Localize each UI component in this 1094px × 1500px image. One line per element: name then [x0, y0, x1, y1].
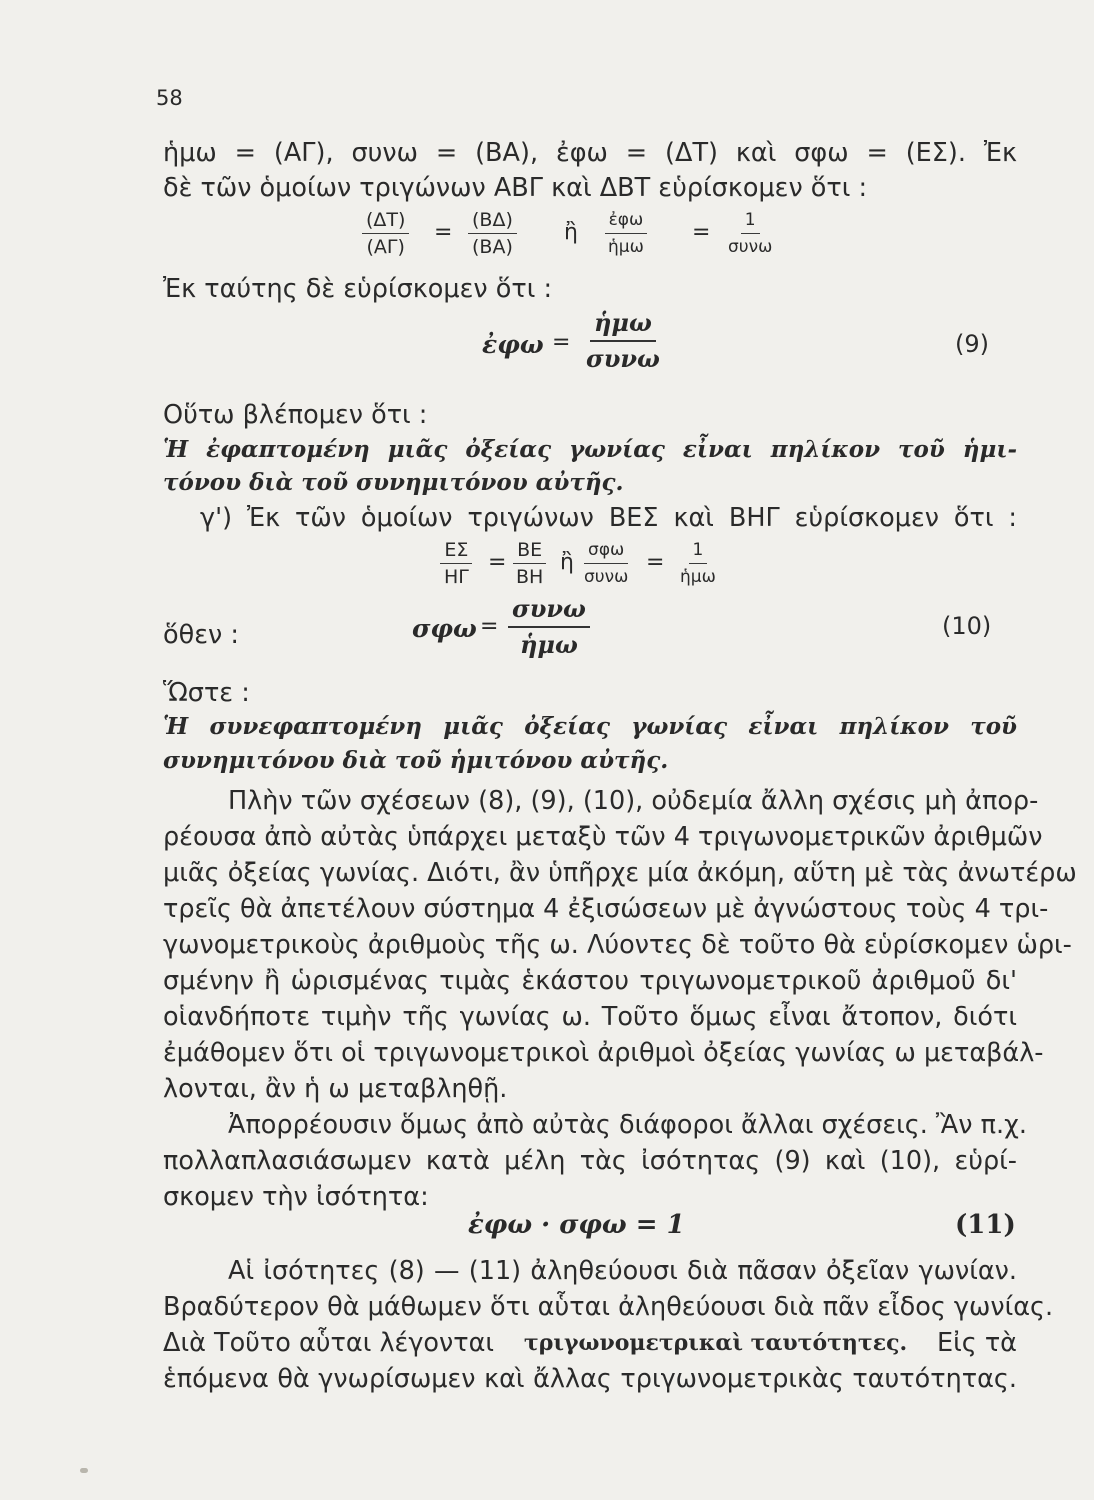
fraction [468, 209, 517, 258]
numerator: συνω [508, 594, 590, 628]
text-line: σκομεν τὴν ἰσότητα: [163, 1182, 429, 1212]
scan-speck [80, 1468, 88, 1473]
text-phrase: Τοῦτο αὗται λέγονται [214, 1328, 495, 1358]
text-line: λονται, ἂν ἡ ω μεταβληθῇ. [163, 1074, 508, 1104]
text-line: Οὕτω βλέπομεν ὅτι : [163, 400, 428, 430]
fraction [362, 209, 409, 258]
denominator: συνω [728, 237, 773, 257]
equation-number: (10) [942, 612, 992, 640]
equals-sign: = [646, 550, 665, 575]
text-line: Αἱ ἰσότητες (8) — (11) ἀληθεύουσι διὰ πᾶσαν ὀξεῖαν γωνίαν. [228, 1256, 1017, 1286]
text-line: ἑπόμενα θὰ γνωρίσωμεν καὶ ἄλλας τριγωνομετρικὰς ταυτότητας. [163, 1364, 1017, 1394]
denominator: (ΒΑ) [472, 236, 513, 258]
text-line: Ἐκ ταύτης δὲ εὑρίσκομεν ὅτι : [163, 274, 553, 304]
equation-number: (11) [955, 1210, 1016, 1240]
denominator: ἡμω [680, 567, 716, 587]
numerator: 1 [741, 209, 760, 234]
denominator: ἡμω [608, 237, 644, 257]
numerator: 1 [689, 539, 708, 564]
text-line: Πλὴν τῶν σχέσεων (8), (9), (10), οὐδεμία ἄλλη σχέσις μὴ ἀπορ- [228, 786, 1039, 816]
text-line: μιᾶς ὀξείας γωνίας. Διότι, ἂν ὑπῆρχε μία ἀκόμη, αὕτη μὲ τὰς ἀνωτέρω [163, 858, 1077, 888]
theorem-line: Ἡ συνεφαπτομένη μιᾶς ὀξείας γωνίας εἶναι πηλίκον τοῦ [163, 713, 1017, 740]
text-line: σμένην ἢ ὡρισμένας τιμὰς ἑκάστου τριγωνομετρικοῦ ἀριθμοῦ δι' [163, 966, 1017, 996]
text-line: ὅθεν : [163, 620, 239, 650]
numerator: ἐφω [605, 209, 648, 234]
numerator: ΒΕ [513, 539, 546, 564]
fraction [724, 209, 776, 258]
fraction [512, 539, 547, 588]
page-number: 58 [156, 86, 183, 110]
formula-11: ἐφω · σφω = 1 [468, 1210, 685, 1240]
fraction [580, 539, 632, 588]
fraction [604, 209, 648, 258]
or-word: ἢ [560, 550, 574, 575]
text-word: Διὰ [163, 1328, 206, 1358]
numerator: ἡμω [590, 308, 656, 342]
denominator: ἡμω [519, 630, 578, 659]
equals-sign: = [552, 330, 571, 355]
text-line: γ') Ἐκ τῶν ὁμοίων τριγώνων ΒΕΣ καὶ ΒΗΓ εὑρίσκομεν ὅτι : [200, 503, 1017, 533]
numerator: (ΒΔ) [468, 209, 517, 234]
text-line: Ὥστε : [163, 678, 250, 708]
denominator: ΒΗ [516, 566, 544, 588]
bold-term: τριγωνομετρικαὶ ταυτότητες. [523, 1330, 908, 1356]
text-line: πολλαπλασιάσωμεν κατὰ μέλη τὰς ἰσότητας (9) καὶ (10), εὑρί- [163, 1146, 1017, 1176]
text-line [163, 1326, 1017, 1360]
text-line: Βραδύτερον θὰ μάθωμεν ὅτι αὗται ἀληθεύουσι διὰ πᾶν εἶδος γωνίας. [163, 1292, 1054, 1322]
denominator: συνω [584, 567, 629, 587]
equals-sign: = [434, 220, 453, 245]
denominator: συνω [586, 344, 660, 373]
theorem-line: Ἡ ἐφαπτομένη μιᾶς ὀξείας γωνίας εἶναι πηλίκον τοῦ ἡμι- [163, 436, 1017, 463]
text-line: ἐμάθομεν ὅτι οἱ τριγωνομετρικοὶ ἀριθμοὶ ὀξείας γωνίας ω μεταβάλ- [163, 1038, 1044, 1068]
numerator: ΕΣ [440, 539, 472, 564]
equals-sign: = [692, 220, 711, 245]
text-line: ἡμω = (ΑΓ), συνω = (ΒΑ), ἐφω = (ΔΤ) καὶ σφω = (ΕΣ). Ἐκ [163, 138, 1017, 168]
fraction [582, 308, 664, 374]
denominator: (ΑΓ) [366, 236, 405, 258]
formula-lhs: σφω [412, 614, 477, 643]
fraction [508, 594, 590, 660]
text-line: γωνομετρικοὺς ἀριθμοὺς τῆς ω. Λύοντες δὲ τοῦτο θὰ εὑρίσκομεν ὡρι- [163, 930, 1072, 960]
equation-number: (9) [955, 330, 989, 358]
text-segment [163, 1326, 494, 1360]
numerator: (ΔΤ) [362, 209, 409, 234]
equals-sign: = [488, 550, 507, 575]
denominator: ΗΓ [444, 566, 469, 588]
fraction [440, 539, 473, 588]
equals-sign: = [480, 614, 499, 639]
text-line: τρεῖς θὰ ἀπετέλουν σύστημα 4 ἐξισώσεων μὲ ἀγνώστους τοὺς 4 τρι- [163, 894, 1049, 924]
numerator: σφω [584, 539, 628, 564]
formula-lhs: ἐφω [482, 330, 544, 359]
text-line: ρέουσα ἀπὸ αὐτὰς ὑπάρχει μεταξὺ τῶν 4 τριγωνομετρικῶν ἀριθμῶν [163, 822, 1043, 852]
text-phrase: Εἰς τὰ [937, 1328, 1017, 1358]
theorem-line: συνημιτόνου διὰ τοῦ ἡμιτόνου αὐτῆς. [163, 747, 669, 774]
fraction [676, 539, 720, 588]
text-line: οἱανδήποτε τιμὴν τῆς γωνίας ω. Τοῦτο ὅμως εἶναι ἄτοπον, διότι [163, 1002, 1017, 1032]
text-line: δὲ τῶν ὁμοίων τριγώνων ΑΒΓ καὶ ΔΒΤ εὑρίσκομεν ὅτι : [163, 173, 868, 203]
or-word: ἢ [564, 220, 578, 245]
theorem-line: τόνου διὰ τοῦ συνημιτόνου αὐτῆς. [163, 469, 624, 496]
text-line: Ἀπορρέουσιν ὅμως ἀπὸ αὐτὰς διάφοροι ἄλλαι σχέσεις. Ἂν π.χ. [228, 1110, 1027, 1140]
